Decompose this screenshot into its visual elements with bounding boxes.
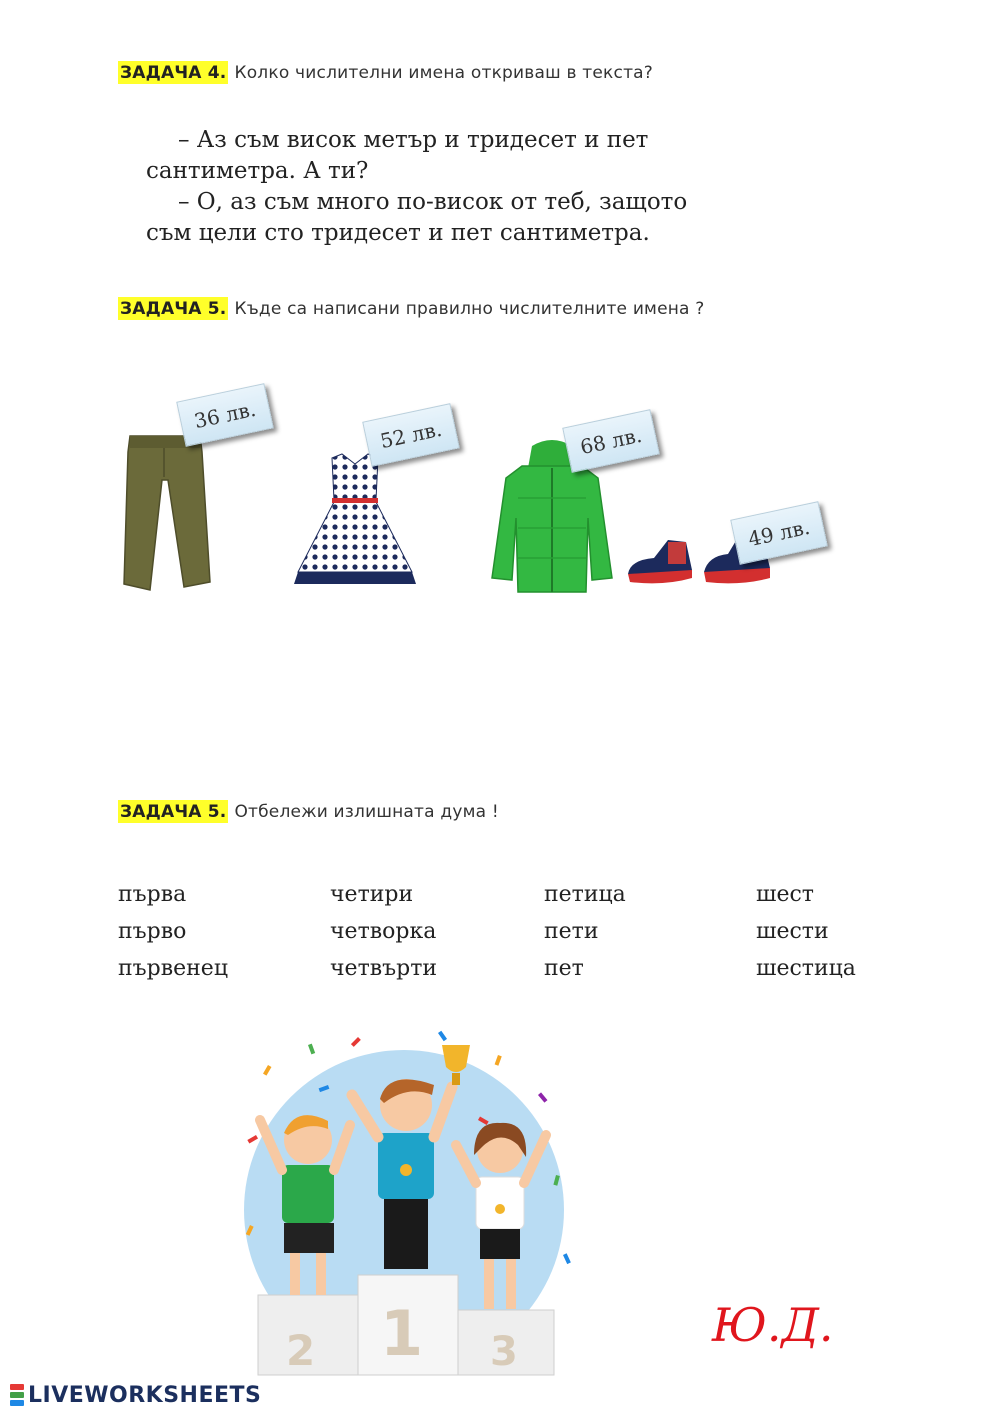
task5b-heading xyxy=(118,802,499,822)
word-item[interactable]: пети xyxy=(544,919,599,944)
author-signature: Ю.Д. xyxy=(712,1298,834,1352)
word-item[interactable]: пет xyxy=(544,956,584,981)
task5b-label: ЗАДАЧА 5. xyxy=(120,802,227,822)
task4-label: ЗАДАЧА 4. xyxy=(120,63,227,83)
dialog-line-1: – Аз съм висок метър и тридесет и пет xyxy=(178,127,649,153)
word-item[interactable]: шести xyxy=(756,919,829,944)
word-column-4 xyxy=(756,876,856,987)
word-item[interactable]: четири xyxy=(330,882,414,907)
podium-number-1: 1 xyxy=(380,1297,424,1370)
word-column-3 xyxy=(544,876,626,987)
word-item[interactable]: петица xyxy=(544,882,626,907)
price-tag-pants: 36 лв. xyxy=(176,383,274,447)
word-column-2 xyxy=(330,876,437,987)
dialog-text xyxy=(146,125,766,249)
word-item[interactable]: четвърти xyxy=(330,956,438,981)
word-item[interactable]: първа xyxy=(118,882,187,907)
dialog-line-3: – О, аз съм много по-висок от теб, защото xyxy=(178,189,688,215)
dialog-line-2: сантиметра. А ти? xyxy=(146,158,369,184)
dress-image xyxy=(290,452,420,590)
task5a-label: ЗАДАЧА 5. xyxy=(120,299,227,319)
task5a-question: Къде са написани правилно числителните имена ? xyxy=(234,299,705,319)
podium-illustration xyxy=(238,1025,578,1380)
task5b-question: Отбележи излишната дума ! xyxy=(234,802,499,822)
price-tag-dress: 52 лв. xyxy=(362,403,460,467)
price-tag-jacket: 68 лв. xyxy=(562,409,660,473)
word-column-1 xyxy=(118,876,228,987)
podium-number-3: 3 xyxy=(490,1329,518,1375)
footer-brand xyxy=(0,1380,320,1410)
price-tag-shoes: 49 лв. xyxy=(730,501,828,565)
task5a-heading xyxy=(118,299,705,319)
task4-heading xyxy=(118,63,653,83)
task4-question: Колко числителни имена откриваш в текста? xyxy=(234,63,654,83)
pants-image xyxy=(112,432,217,592)
word-item[interactable]: четворка xyxy=(330,919,437,944)
word-item[interactable]: шест xyxy=(756,882,814,907)
liveworksheets-logo-icon xyxy=(10,1383,24,1407)
word-item[interactable]: шестица xyxy=(756,956,856,981)
word-item[interactable]: първо xyxy=(118,919,187,944)
podium-number-2: 2 xyxy=(286,1326,316,1375)
dialog-line-4: съм цели сто тридесет и пет сантиметра. xyxy=(146,220,650,246)
footer-brand-text: LIVEWORKSHEETS xyxy=(28,1382,262,1408)
word-item[interactable]: първенец xyxy=(118,956,228,981)
